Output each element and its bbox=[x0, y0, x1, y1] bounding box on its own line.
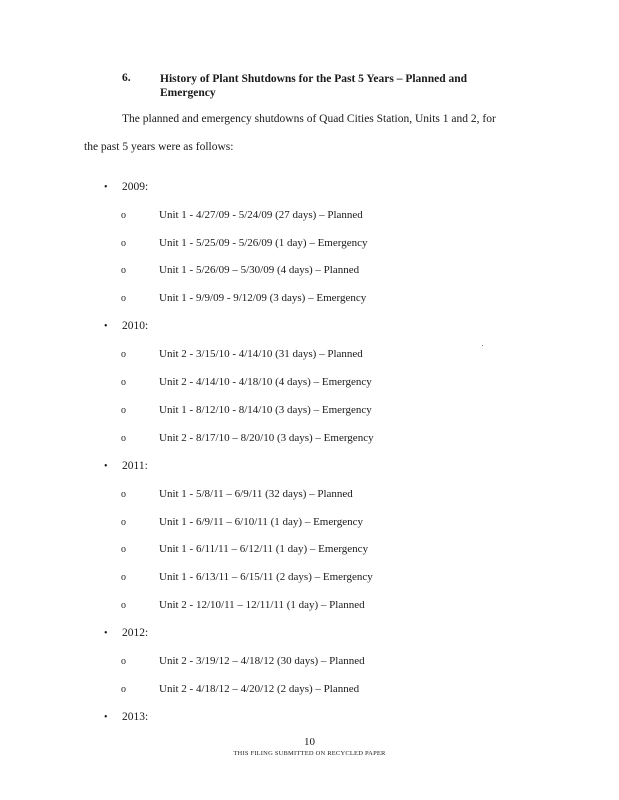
bullet-icon: • bbox=[104, 628, 108, 639]
shutdown-entry-text: Unit 1 - 4/27/09 - 5/24/09 (27 days) – Planned bbox=[159, 209, 363, 221]
shutdown-entry-text: Unit 2 - 8/17/10 – 8/20/10 (3 days) – Emergency bbox=[159, 432, 374, 444]
page-number: 10 bbox=[304, 736, 315, 748]
shutdown-entry bbox=[121, 655, 365, 667]
section-number: 6. bbox=[122, 72, 131, 84]
shutdown-entry bbox=[121, 209, 363, 221]
shutdown-entry-text: Unit 1 - 6/13/11 – 6/15/11 (2 days) – Emergency bbox=[159, 571, 373, 583]
shutdown-entry-text: Unit 2 - 4/18/12 – 4/20/12 (2 days) – Planned bbox=[159, 683, 360, 695]
year-label: 2013: bbox=[122, 711, 149, 723]
shutdown-entry bbox=[121, 516, 363, 528]
shutdown-entry bbox=[121, 571, 373, 583]
shutdown-entry bbox=[121, 376, 372, 388]
shutdown-entry bbox=[121, 237, 367, 249]
scan-speck bbox=[482, 345, 483, 346]
shutdown-entry bbox=[121, 683, 359, 695]
shutdown-entry bbox=[121, 404, 372, 416]
shutdown-entry bbox=[121, 264, 359, 276]
year-item-2011 bbox=[104, 460, 148, 472]
year-label: 2010: bbox=[122, 320, 149, 332]
circle-bullet-icon: o bbox=[121, 489, 126, 500]
circle-bullet-icon: o bbox=[121, 684, 126, 695]
shutdown-entry-text: Unit 1 - 5/8/11 – 6/9/11 (32 days) – Planned bbox=[159, 488, 353, 500]
shutdown-entry-text: Unit 1 - 5/26/09 – 5/30/09 (4 days) – Planned bbox=[159, 264, 360, 276]
shutdown-entry bbox=[121, 432, 374, 444]
shutdown-entry-text: Unit 2 - 12/10/11 – 12/11/11 (1 day) – Planned bbox=[159, 599, 365, 611]
circle-bullet-icon: o bbox=[121, 544, 126, 555]
year-item-2010 bbox=[104, 320, 148, 332]
year-label: 2012: bbox=[122, 627, 149, 639]
shutdown-entry-text: Unit 1 - 6/11/11 – 6/12/11 (1 day) – Emergency bbox=[159, 543, 369, 555]
shutdown-entry bbox=[121, 599, 365, 611]
circle-bullet-icon: o bbox=[121, 377, 126, 388]
circle-bullet-icon: o bbox=[121, 656, 126, 667]
year-item-2013 bbox=[104, 711, 148, 723]
shutdown-entry-text: Unit 1 - 9/9/09 - 9/12/09 (3 days) – Emergency bbox=[159, 292, 367, 304]
shutdown-entry bbox=[121, 543, 368, 555]
circle-bullet-icon: o bbox=[121, 210, 126, 221]
circle-bullet-icon: o bbox=[121, 600, 126, 611]
shutdown-entry-text: Unit 1 - 6/9/11 – 6/10/11 (1 day) – Emergency bbox=[159, 516, 363, 528]
bullet-icon: • bbox=[104, 321, 108, 332]
footer-note: THIS FILING SUBMITTED ON RECYCLED PAPER bbox=[233, 750, 386, 757]
intro-text-line-1: The planned and emergency shutdowns of Quad Cities Station, Units 1 and 2, for bbox=[122, 113, 496, 125]
year-item-2009 bbox=[104, 181, 148, 193]
year-label: 2011: bbox=[122, 460, 148, 472]
shutdown-entry-text: Unit 1 - 5/25/09 - 5/26/09 (1 day) – Emergency bbox=[159, 237, 368, 249]
circle-bullet-icon: o bbox=[121, 349, 126, 360]
year-label: 2009: bbox=[122, 181, 149, 193]
circle-bullet-icon: o bbox=[121, 433, 126, 444]
section-title: History of Plant Shutdowns for the Past 5 Years – Planned and Emergency bbox=[160, 73, 468, 99]
shutdown-entry-text: Unit 2 - 3/19/12 – 4/18/12 (30 days) – Planned bbox=[159, 655, 365, 667]
bullet-icon: • bbox=[104, 712, 108, 723]
bullet-icon: • bbox=[104, 461, 108, 472]
circle-bullet-icon: o bbox=[121, 517, 126, 528]
shutdown-entry bbox=[121, 488, 353, 500]
circle-bullet-icon: o bbox=[121, 293, 126, 304]
circle-bullet-icon: o bbox=[121, 238, 126, 249]
intro-text-line-2: the past 5 years were as follows: bbox=[84, 141, 234, 153]
shutdown-entry bbox=[121, 292, 366, 304]
year-item-2012 bbox=[104, 627, 148, 639]
shutdown-entry-text: Unit 1 - 8/12/10 - 8/14/10 (3 days) – Emergency bbox=[159, 404, 372, 416]
shutdown-entry bbox=[121, 348, 363, 360]
shutdown-entry-text: Unit 2 - 4/14/10 - 4/18/10 (4 days) – Emergency bbox=[159, 376, 372, 388]
shutdown-entry-text: Unit 2 - 3/15/10 - 4/14/10 (31 days) – Planned bbox=[159, 348, 363, 360]
circle-bullet-icon: o bbox=[121, 265, 126, 276]
bullet-icon: • bbox=[104, 182, 108, 193]
circle-bullet-icon: o bbox=[121, 405, 126, 416]
circle-bullet-icon: o bbox=[121, 572, 126, 583]
